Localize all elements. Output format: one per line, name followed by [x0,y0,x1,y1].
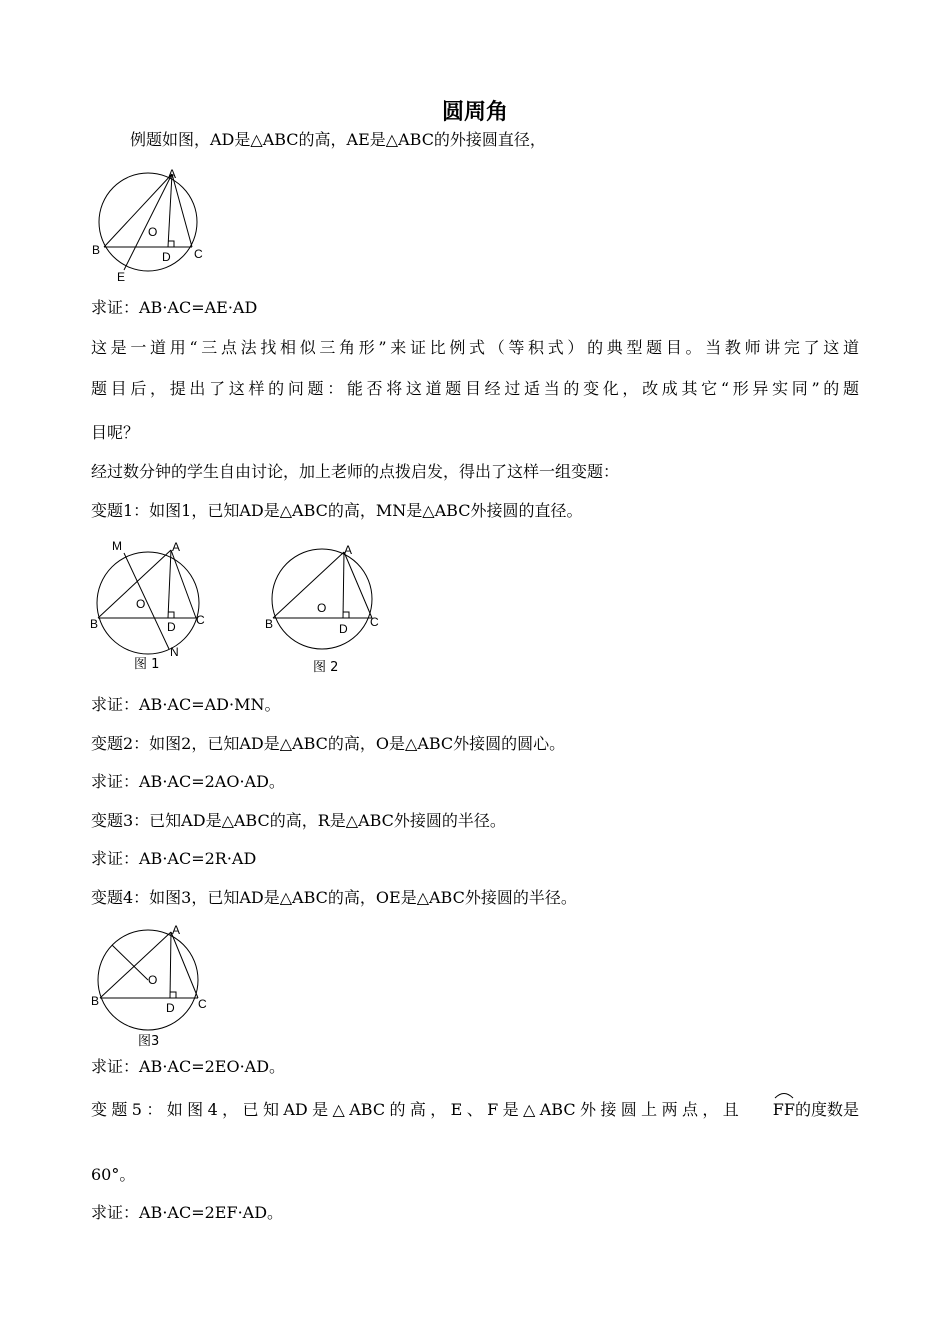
variant-5-statement [91,1099,859,1121]
label-d: D [162,250,171,264]
variant-4-proof: 求证：AB·AC=2EO·AD。 [91,1057,286,1076]
label-d: D [339,622,348,636]
label-o: O [136,597,146,611]
figure-3-caption: 图3 [138,1034,160,1049]
label-b: B [265,617,274,631]
variant-5-text-end: 的度数是 [794,1100,859,1119]
arc-notation [773,1099,795,1121]
label-o: O [148,225,158,239]
label-c: C [194,247,203,261]
variant-5-proof: 求证：AB·AC=2EF·AD。 [91,1203,284,1222]
label-a: A [172,923,181,937]
label-o: O [148,973,158,987]
figure-2 [263,536,393,676]
figure-2-caption: 图 2 [313,660,339,675]
variant-1-proof: 求证：AB·AC=AD·MN。 [91,695,281,714]
variant-2-proof: 求证：AB·AC=2AO·AD。 [91,772,285,791]
label-d: D [167,620,176,634]
label-c: C [196,613,205,627]
variant-3-proof: 求证：AB·AC=2R·AD [91,849,257,868]
paragraph-1-line-2: 题目后，提出了这样的问题：能否将这道题目经过适当的变化，改成其它“形异实同”的题 [91,379,859,398]
arc-label: FF [772,1100,795,1119]
paragraph-1-line-1: 这是一道用“三点法找相似三角形”来证比例式（等积式）的典型题目。当教师讲完了这道 [91,338,859,357]
label-a: A [168,167,177,181]
label-b: B [90,617,99,631]
proof-example: 求证：AB·AC=AE·AD [91,298,258,317]
label-d: D [166,1001,175,1015]
variant-3-statement: 变题3：已知AD是△ABC的高，R是△ABC外接圆的半径。 [91,811,506,830]
variant-5-text: 变题5：如图4，已知AD是△ABC的高，E、F是△ABC外接圆上两点，且 [91,1100,739,1119]
label-c: C [198,997,207,1011]
label-n: N [170,645,179,659]
label-e: E [117,270,126,284]
figure-example [88,166,218,286]
variant-2-statement: 变题2：如图2，已知AD是△ABC的高，O是△ABC外接圆的圆心。 [91,734,566,753]
paragraph-2: 经过数分钟的学生自由讨论，加上老师的点拨启发，得出了这样一组变题： [91,462,620,481]
page-title: 圆周角 [441,100,508,125]
label-b: B [91,994,100,1008]
label-b: B [92,243,101,257]
label-o: O [317,601,327,615]
label-a: A [344,543,353,557]
figure-3 [88,920,218,1050]
variant-4-statement: 变题4：如图3，已知AD是△ABC的高，OE是△ABC外接圆的半径。 [91,888,577,907]
paragraph-1-line-3: 目呢？ [91,423,140,442]
arc-icon [774,1089,794,1099]
figure-1-caption: 图 1 [134,657,160,672]
label-a: A [172,540,181,554]
variant-5-degree: 60°。 [91,1165,136,1184]
label-m: M [112,539,122,553]
figure-1 [88,536,223,676]
variant-1-statement: 变题1：如图1，已知AD是△ABC的高，MN是△ABC外接圆的直径。 [91,501,583,520]
intro-text: 例题如图，AD是△ABC的高，AE是△ABC的外接圆直径， [130,130,546,149]
label-c: C [370,615,379,629]
